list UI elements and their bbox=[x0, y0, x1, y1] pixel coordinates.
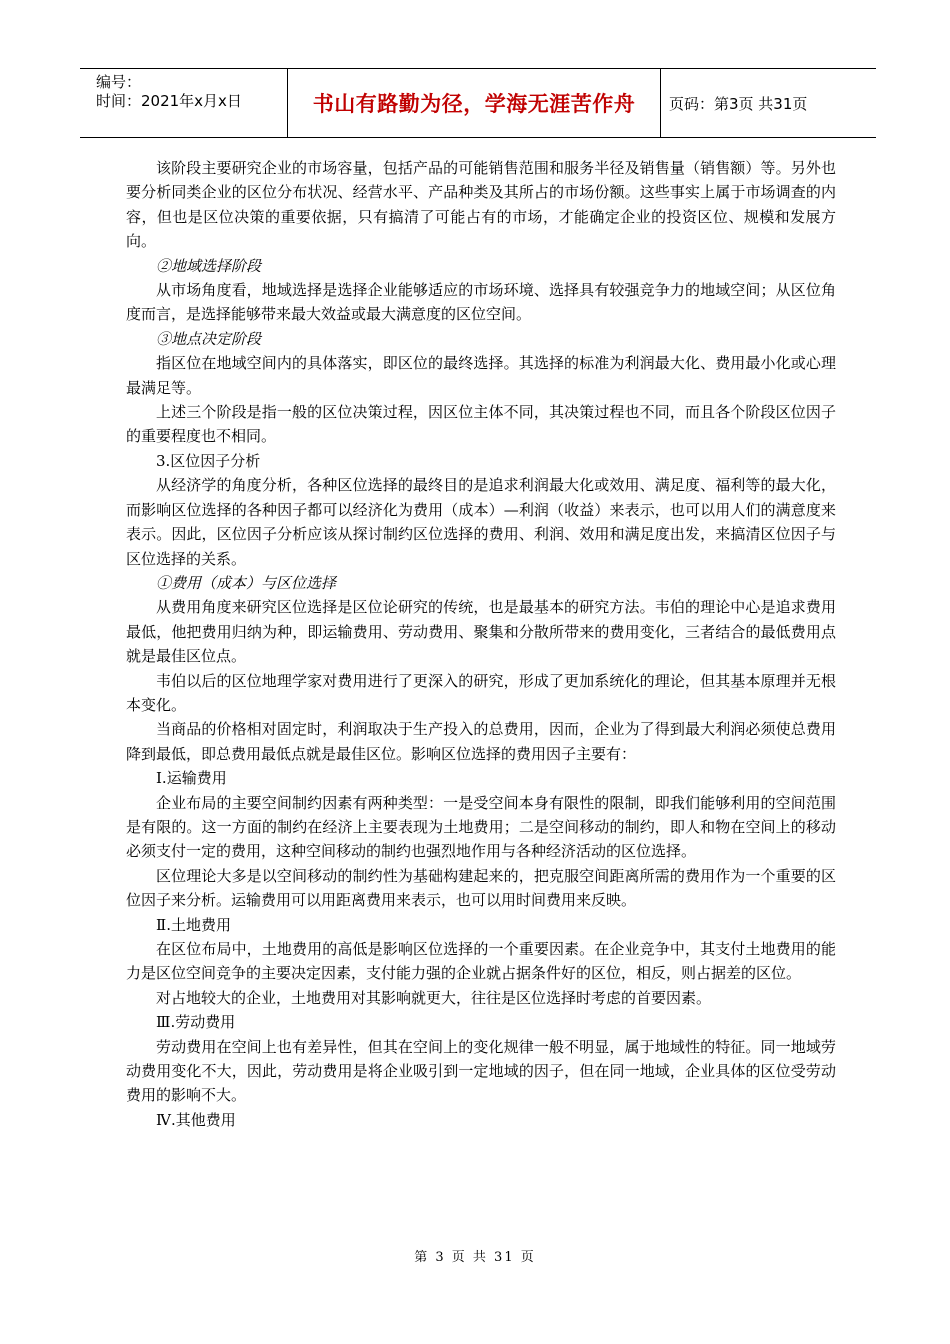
paragraph: 劳动费用在空间上也有差异性，但其在空间上的变化规律一般不明显，属于地域性的特征。同一地域劳动费用变化不大，因此，劳动费用是将企业吸引到一定地域的因子，但在同一地域，企业具体的区位受劳动费用的影响不大。 bbox=[126, 1037, 836, 1105]
document-number-label: 编号： bbox=[96, 73, 142, 91]
section-heading: Ⅰ.运输费用 bbox=[156, 769, 227, 788]
page-footer: 第 3 页 共 31 页 bbox=[414, 1250, 536, 1265]
section-heading: ①费用（成本）与区位选择 bbox=[156, 573, 337, 592]
paragraph: 从经济学的角度分析，各种区位选择的最终目的是追求利润最大化或效用、满足度、福利等的最大化，而影响区位选择的各种因子都可以经济化为费用（成本）—利润（收益）来表示，也可以用人们的满意度来表示。因此，区位因子分析应该从探讨制约区位选择的费用、利润、效用和满足度出发，来搞清区位因子与区位选择的关系。 bbox=[126, 476, 836, 568]
paragraph: 从费用角度来研究区位选择是区位论研究的传统，也是最基本的研究方法。韦伯的理论中心是追求费用最低，他把费用归纳为种，即运输费用、劳动费用、聚集和分散所带来的费用变化，三者结合的最低费用点就是最佳区位点。 bbox=[126, 598, 836, 666]
section-heading: Ⅳ.其他费用 bbox=[156, 1110, 236, 1129]
header-motto: 书山有路勤为径，学海无涯苦作舟 bbox=[287, 69, 661, 137]
section-heading: ③地点决定阶段 bbox=[156, 329, 262, 348]
section-heading: ②地域选择阶段 bbox=[156, 256, 262, 275]
paragraph: 上述三个阶段是指一般的区位决策过程，因区位主体不同，其决策过程也不同，而且各个阶段区位因子的重要程度也不相同。 bbox=[126, 403, 836, 446]
paragraph: 区位理论大多是以空间移动的制约性为基础构建起来的，把克服空间距离所需的费用作为一个重要的区位因子来分析。运输费用可以用距离费用来表示，也可以用时间费用来反映。 bbox=[126, 866, 836, 910]
paragraph: 在区位布局中，土地费用的高低是影响区位选择的一个重要因素。在企业竞争中，其支付土地费用的能力是区位空间竞争的主要决定因素，支付能力强的企业就占据条件好的区位，相反，则占据差的区位。 bbox=[126, 940, 836, 983]
section-heading: Ⅲ.劳动费用 bbox=[156, 1013, 236, 1032]
header-page-label: 页码：第3页 共31页 bbox=[669, 94, 808, 113]
section-heading: Ⅱ.土地费用 bbox=[156, 915, 231, 934]
page-header bbox=[80, 68, 876, 138]
document-body bbox=[126, 156, 836, 1132]
paragraph: 对占地较大的企业，土地费用对其影响就更大，往往是区位选择时考虑的首要因素。 bbox=[156, 988, 712, 1007]
paragraph: 从市场角度看，地域选择是选择企业能够适应的市场环境、选择具有较强竞争力的地域空间；从区位角度而言，是选择能够带来最大效益或最大满意度的区位空间。 bbox=[126, 281, 836, 324]
document-time-label: 时间：2021年x月x日 bbox=[96, 92, 242, 110]
section-heading: 3.区位因子分析 bbox=[156, 451, 261, 470]
paragraph: 当商品的价格相对固定时，利润取决于生产投入的总费用，因而，企业为了得到最大利润必须使总费用降到最低，即总费用最低点就是最佳区位。影响区位选择的费用因子主要有： bbox=[126, 720, 836, 763]
paragraph: 该阶段主要研究企业的市场容量，包括产品的可能销售范围和服务半径及销售量（销售额）等。另外也要分析同类企业的区位分布状况、经营水平、产品种类及其所占的市场份额。这些事实上属于市场调查的内容，但也是区位决策的重要依据，只有搞清了可能占有的市场，才能确定企业的投资区位、规模和发展方向。 bbox=[126, 159, 836, 251]
header-meta bbox=[80, 69, 287, 137]
paragraph: 企业布局的主要空间制约因素有两种类型：一是受空间本身有限性的限制，即我们能够利用的空间范围是有限的。这一方面的制约在经济上主要表现为土地费用；二是空间移动的制约，即人和物在空间上的移动必须支付一定的费用，这种空间移动的制约也强烈地作用与各种经济活动的区位选择。 bbox=[126, 793, 836, 861]
paragraph: 指区位在地域空间内的具体落实，即区位的最终选择。其选择的标准为利润最大化、费用最小化或心理最满足等。 bbox=[126, 354, 836, 397]
paragraph: 韦伯以后的区位地理学家对费用进行了更深入的研究，形成了更加系统化的理论，但其基本原理并无根本变化。 bbox=[126, 671, 836, 714]
